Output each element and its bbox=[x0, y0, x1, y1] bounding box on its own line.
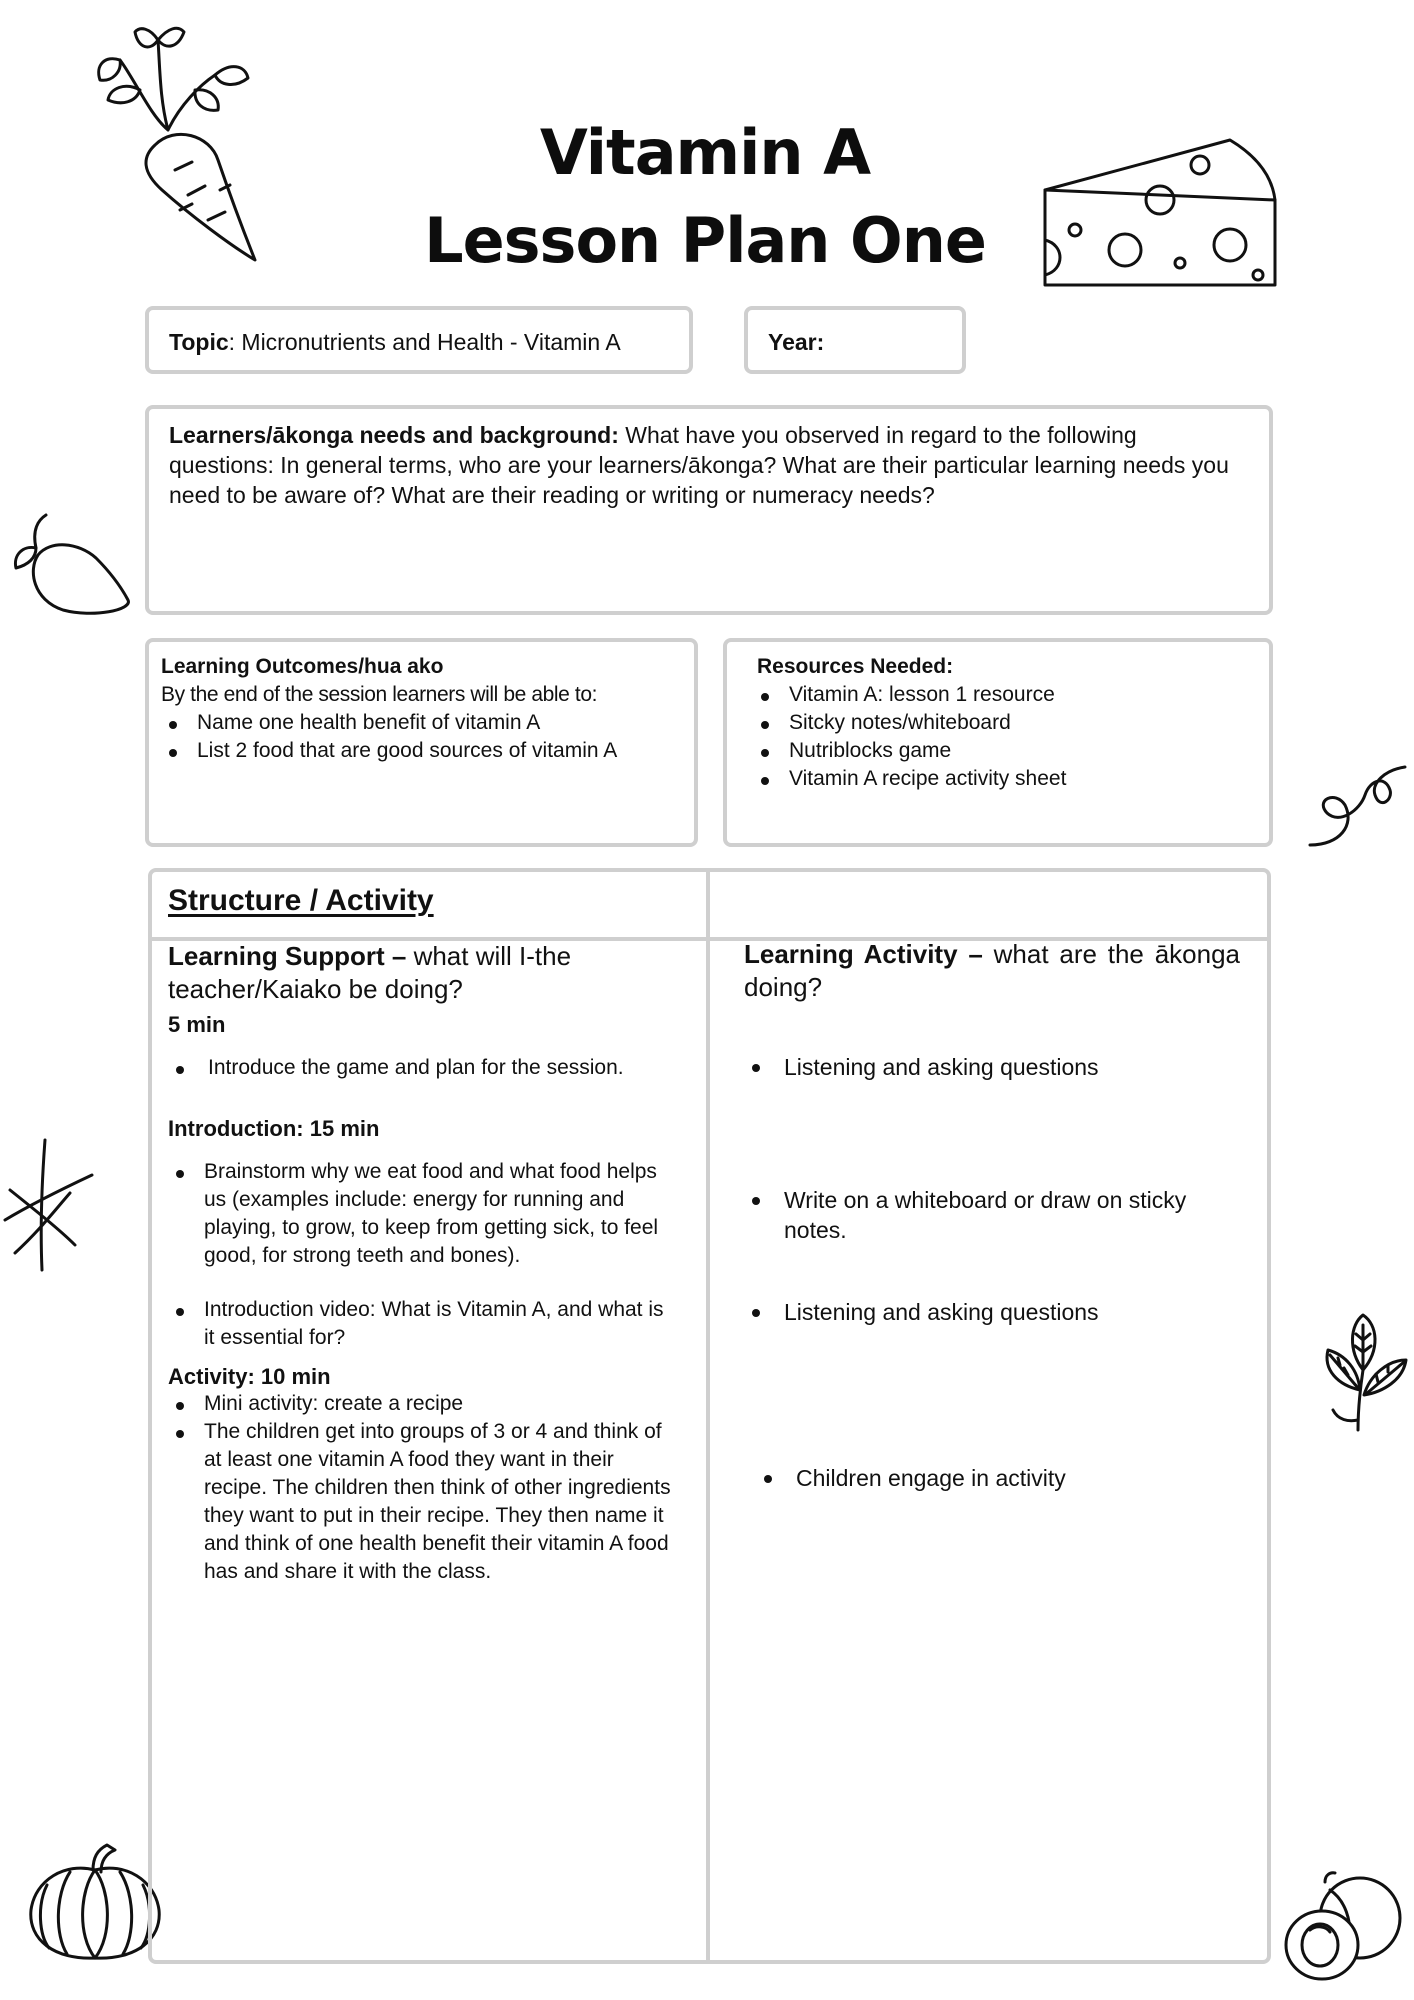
outcome-item: Name one health benefit of vitamin A bbox=[161, 709, 684, 737]
topic-box bbox=[145, 306, 693, 374]
resource-item: Vitamin A: lesson 1 resource bbox=[753, 681, 1259, 709]
activity-item: Mini activity: create a recipe bbox=[168, 1390, 688, 1418]
ākonga-item: Write on a whiteboard or draw on sticky notes. bbox=[744, 1185, 1244, 1245]
ākonga-item: Listening and asking questions bbox=[744, 1297, 1224, 1327]
resources-heading: Resources Needed: bbox=[757, 655, 954, 678]
support-label: Learning Support – bbox=[168, 941, 407, 971]
activity-label: Learning Activity – bbox=[744, 939, 983, 969]
resource-item: Nutriblocks game bbox=[753, 737, 1259, 765]
learning-activity-column bbox=[744, 938, 1240, 1491]
outcome-item: List 2 food that are good sources of vitamin A bbox=[161, 737, 684, 765]
sparkle-icon bbox=[0, 1135, 100, 1275]
introduction-item: Introduction video: What is Vitamin A, and what is it essential for? bbox=[168, 1296, 688, 1352]
support-item: Introduce the game and plan for the session. bbox=[168, 1054, 688, 1082]
learners-label: Learners/ākonga needs and background: bbox=[169, 422, 619, 448]
outcomes-intro: By the end of the session learners will be able to: bbox=[161, 683, 598, 706]
resource-item: Sitcky notes/whiteboard bbox=[753, 709, 1259, 737]
structure-table bbox=[148, 868, 1271, 1964]
year-label: Year: bbox=[768, 329, 825, 355]
resources-box bbox=[723, 638, 1273, 847]
introduction-heading: Introduction: 15 min bbox=[168, 1116, 380, 1141]
activity-item: The children get into groups of 3 or 4 and think of at least one vitamin A food they want in their recipe. The children then think of other ingredients they want to put in their recipe. They then name it and think of one health benefit their vitamin A food has and share it with the class. bbox=[168, 1418, 688, 1586]
support-question: what will I-the teacher/Kaiako be doing? bbox=[168, 941, 572, 1004]
cheese-icon bbox=[1040, 135, 1280, 295]
activity-heading: Activity: 10 min bbox=[168, 1364, 331, 1389]
learning-support-column bbox=[168, 940, 688, 1586]
spinach-icon bbox=[1318, 1310, 1413, 1435]
introduction-item: Brainstorm why we eat food and what food helps us (examples include: energy for running and playing, to grow, to keep from getting sick, to feel good, for strong teeth and bones). bbox=[168, 1158, 688, 1270]
plum-icon bbox=[1280, 1870, 1410, 1985]
pumpkin-icon bbox=[25, 1840, 165, 1965]
page-title bbox=[380, 112, 1030, 282]
ākonga-item: Children engage in activity bbox=[756, 1463, 1236, 1493]
outcomes-heading: Learning Outcomes/hua ako bbox=[161, 655, 444, 678]
title-line-2: Lesson Plan One bbox=[424, 204, 986, 277]
mango-icon bbox=[8, 510, 138, 620]
topic-value: : Micronutrients and Health - Vitamin A bbox=[228, 329, 621, 355]
swirl-icon bbox=[1305, 755, 1414, 855]
learners-box bbox=[145, 405, 1273, 615]
ākonga-item: Listening and asking questions bbox=[744, 1052, 1224, 1082]
resource-item: Vitamin A recipe activity sheet bbox=[753, 765, 1259, 793]
year-box bbox=[744, 306, 966, 374]
activity-question: what are the ākonga doing? bbox=[744, 939, 1240, 1002]
learners-text: What have you observed in regard to the following questions: In general terms, who are your learners/ākonga? What are their particular learning needs you need to be aware of? What are their reading or writing or numeracy needs? bbox=[169, 422, 1229, 508]
carrot-icon bbox=[80, 20, 270, 270]
title-line-1: Vitamin A bbox=[539, 116, 871, 189]
support-time: 5 min bbox=[168, 1012, 226, 1037]
topic-label: Topic bbox=[169, 329, 229, 355]
outcomes-box bbox=[145, 638, 698, 847]
structure-heading: Structure / Activity bbox=[168, 884, 434, 917]
